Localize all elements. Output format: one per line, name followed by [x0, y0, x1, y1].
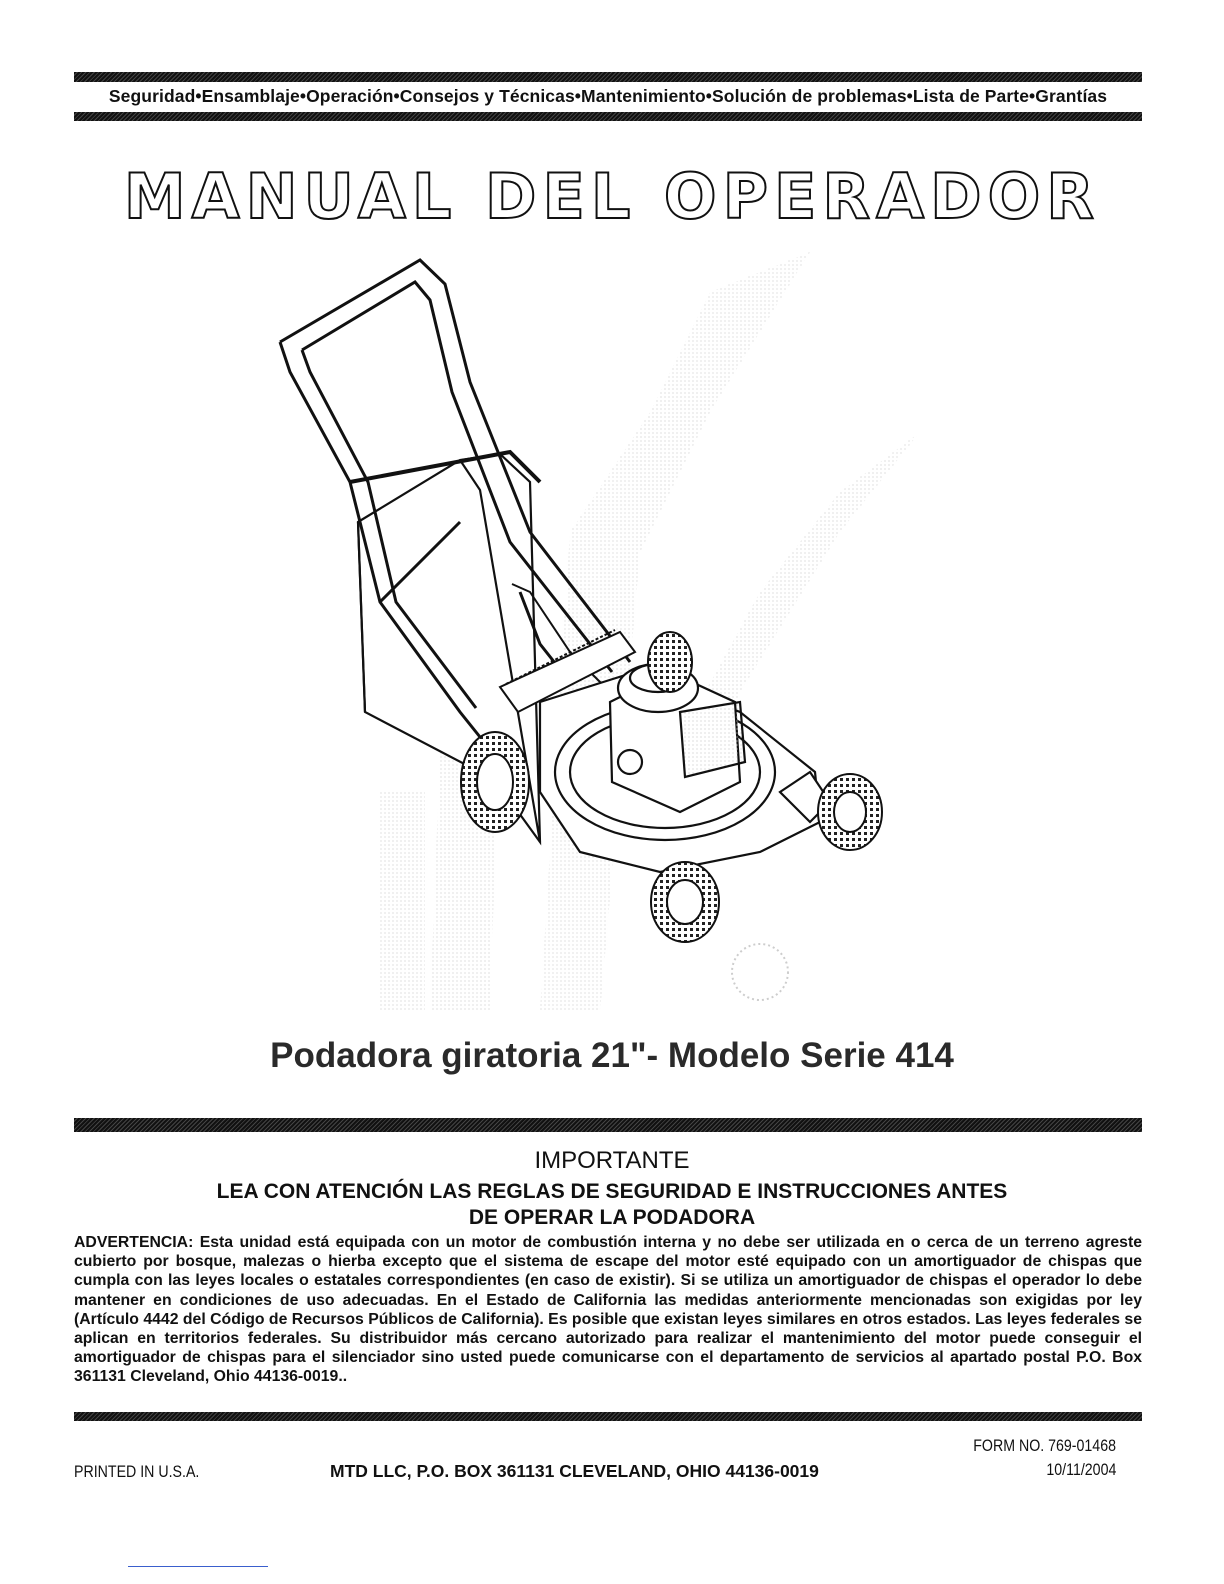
- important-heading: IMPORTANTE: [534, 1147, 690, 1174]
- company-address: MTD LLC, P.O. BOX 361131 CLEVELAND, OHIO 44136-0019: [330, 1461, 819, 1481]
- top-rule-lower: [74, 112, 1142, 121]
- notice-bottom-rule: [74, 1412, 1142, 1421]
- lawn-mower-illustration: [240, 232, 960, 1022]
- wheel-front-left: [651, 862, 719, 942]
- read-instructions-line-1: LEA CON ATENCIÓN LAS REGLAS DE SEGURIDAD E INSTRUCCIONES ANTES: [216, 1180, 1008, 1203]
- read-instructions-line-2: DE OPERAR LA PODADORA: [468, 1206, 756, 1229]
- notice-top-rule: [74, 1118, 1142, 1132]
- form-number: FORM NO. 769-01468: [973, 1437, 1116, 1455]
- form-date: 10/11/2004: [1046, 1461, 1116, 1479]
- section-nav-strip: Seguridad•Ensamblaje•Operación•Consejos y Técnicas•Mantenimiento•Solución de problemas•Lista de Parte•Grantías: [108, 85, 1108, 106]
- top-rule: [74, 72, 1142, 82]
- warning-paragraph: ADVERTENCIA: Esta unidad está equipada con un motor de combustión interna y no debe ser utilizada en o cerca de un terreno agreste cubierto por bosque, malezas o hierba excepto que el sistema de escape del motor esté equipado con un amortiguador de chispas que cumpla con las leyes locales o estatales correspondientes (en caso de existir). Si se utiliza un amortiguador de chispas el operador lo debe mantener en condiciones de uso adecuadas. En el Estado de California las medidas anteriormente mencionadas son exigidas por ley (Artículo 4442 del Código de Recursos Públicos de California). Es posible que existan leyes similares en otros estados. Las leyes federales se aplican en territorios federales. Su distribuidor más cercano autorizado para realizar el mantenimiento del motor puede conseguir el amortiguador de chispas para el silenciador sino usted puede comunicarse con el departamento de servicios al apartado postal P.O. Box 361131 Cleveland, Ohio 44136-0019..: [74, 1234, 1142, 1386]
- wheel-front-right: [818, 774, 882, 850]
- page-title: MANUAL DEL OPERADOR: [123, 160, 1101, 233]
- wheel-rear-right: [648, 632, 692, 692]
- product-subtitle: Podadora giratoria 21"- Modelo Serie 414: [270, 1036, 954, 1075]
- wheel-rear-left: [461, 732, 529, 832]
- printed-in-label: PRINTED IN U.S.A.: [74, 1463, 200, 1481]
- bottom-underline: [128, 1566, 268, 1567]
